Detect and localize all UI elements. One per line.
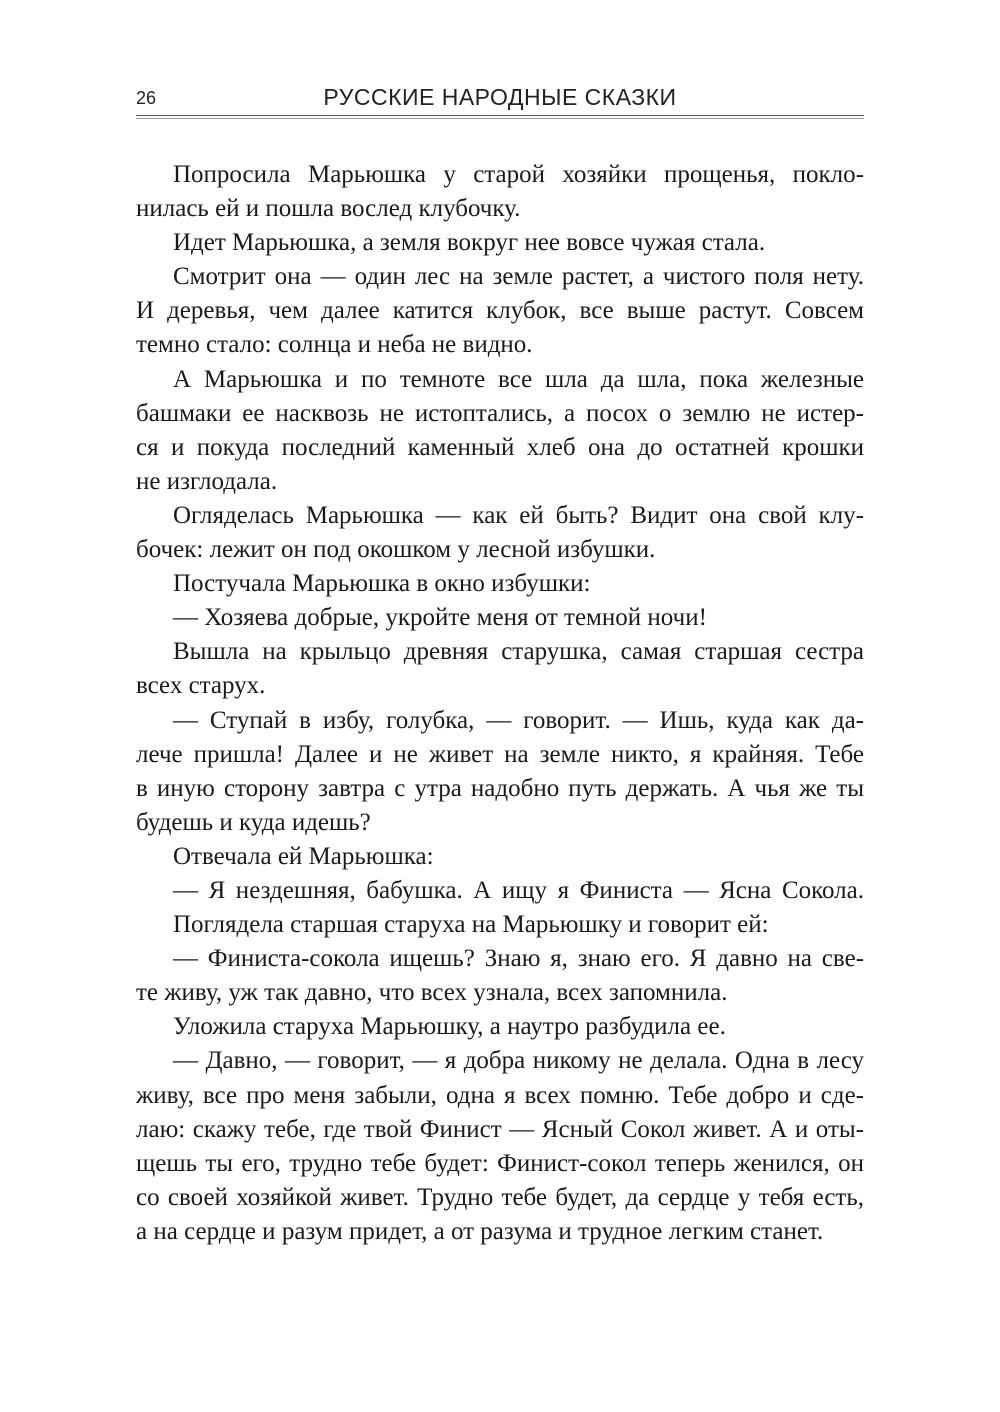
header-rule-secondary	[136, 118, 864, 119]
text-line: живу, все про меня забыли, одна я всех помню. Тебе добро и сде-	[136, 1081, 864, 1109]
text-line: ся и покуда последний каменный хлеб она до остатней крошки	[136, 433, 864, 461]
text-line: Отвечала ей Марьюшка:	[173, 842, 434, 870]
page-header	[136, 82, 864, 118]
text-line: Смотрит она — один лес на земле растет, а чистого поля нету.	[173, 263, 864, 291]
text-line: те живу, уж так давно, что всех узнала, всех запомнила.	[136, 979, 728, 1007]
text-line: Попросила Марьюшка у старой хозяйки прощенья, покло-	[173, 161, 864, 188]
text-line: бочек: лежит он под окошком у лесной избушки.	[136, 536, 656, 564]
text-line: со своей хозяйкой живет. Трудно тебе будет, да сердце у тебя есть,	[136, 1183, 864, 1211]
text-line: Уложила старуха Марьюшку, а наутро разбудила ее.	[173, 1013, 726, 1041]
text-line: нилась ей и пошла вослед клубочку.	[136, 195, 521, 223]
text-line: — Ступай в избу, голубка, — говорит. — Ишь, куда как да-	[173, 706, 864, 734]
text-line: а на сердце и разум придет, а от разума и трудное легким станет.	[136, 1217, 824, 1245]
text-line: щешь ты его, трудно тебе будет: Финист-сокол теперь женился, он	[136, 1149, 864, 1177]
text-line: А Марьюшка и по темноте все шла да шла, пока железные	[173, 365, 864, 393]
text-line: — Хозяева добрые, укройте меня от темной ночи!	[173, 604, 707, 632]
text-line: — Финиста-сокола ищешь? Знаю я, знаю его. Я давно на све-	[173, 945, 864, 973]
header-rule	[136, 115, 864, 116]
running-title: РУССКИЕ НАРОДНЫЕ СКАЗКИ	[323, 84, 677, 110]
text-line: Идет Марьюшка, а земля вокруг нее вовсе чужая стала.	[173, 229, 766, 257]
text-line: — Давно, — говорит, — я добра никому не делала. Одна в лесу	[173, 1047, 864, 1075]
text-line: всех старух.	[136, 672, 266, 700]
page-number: 26	[136, 88, 157, 108]
text-line: лаю: скажу тебе, где твой Финист — Ясный Сокол живет. А и оты-	[136, 1115, 864, 1143]
text-line: Огляделась Марьюшка — как ей быть? Видит она свой клу-	[173, 501, 864, 529]
text-line: Поглядела старшая старуха на Марьюшку и говорит ей:	[173, 911, 769, 939]
text-line: Постучала Марьюшка в окно избушки:	[173, 570, 591, 598]
text-line: башмаки ее насквозь не истоптались, а посох о землю не истер-	[136, 399, 864, 427]
body-text	[136, 158, 864, 1249]
text-line: И деревья, чем далее катится клубок, все выше растут. Совсем	[136, 297, 864, 325]
text-line: темно стало: солнца и неба не видно.	[136, 331, 533, 359]
text-line: — Я нездешняя, бабушка. А ищу я Финиста — Ясна Сокола.	[173, 876, 864, 904]
text-line: лече пришла! Далее и не живет на земле никто, я крайняя. Тебе	[136, 740, 864, 768]
text-line: в иную сторону завтра с утра надобно путь держать. А чья же ты	[136, 774, 864, 802]
text-line: будешь и куда идешь?	[136, 808, 371, 836]
text-line: не изглодала.	[136, 467, 278, 495]
text-line: Вышла на крыльцо древняя старушка, самая старшая сестра	[173, 638, 864, 666]
